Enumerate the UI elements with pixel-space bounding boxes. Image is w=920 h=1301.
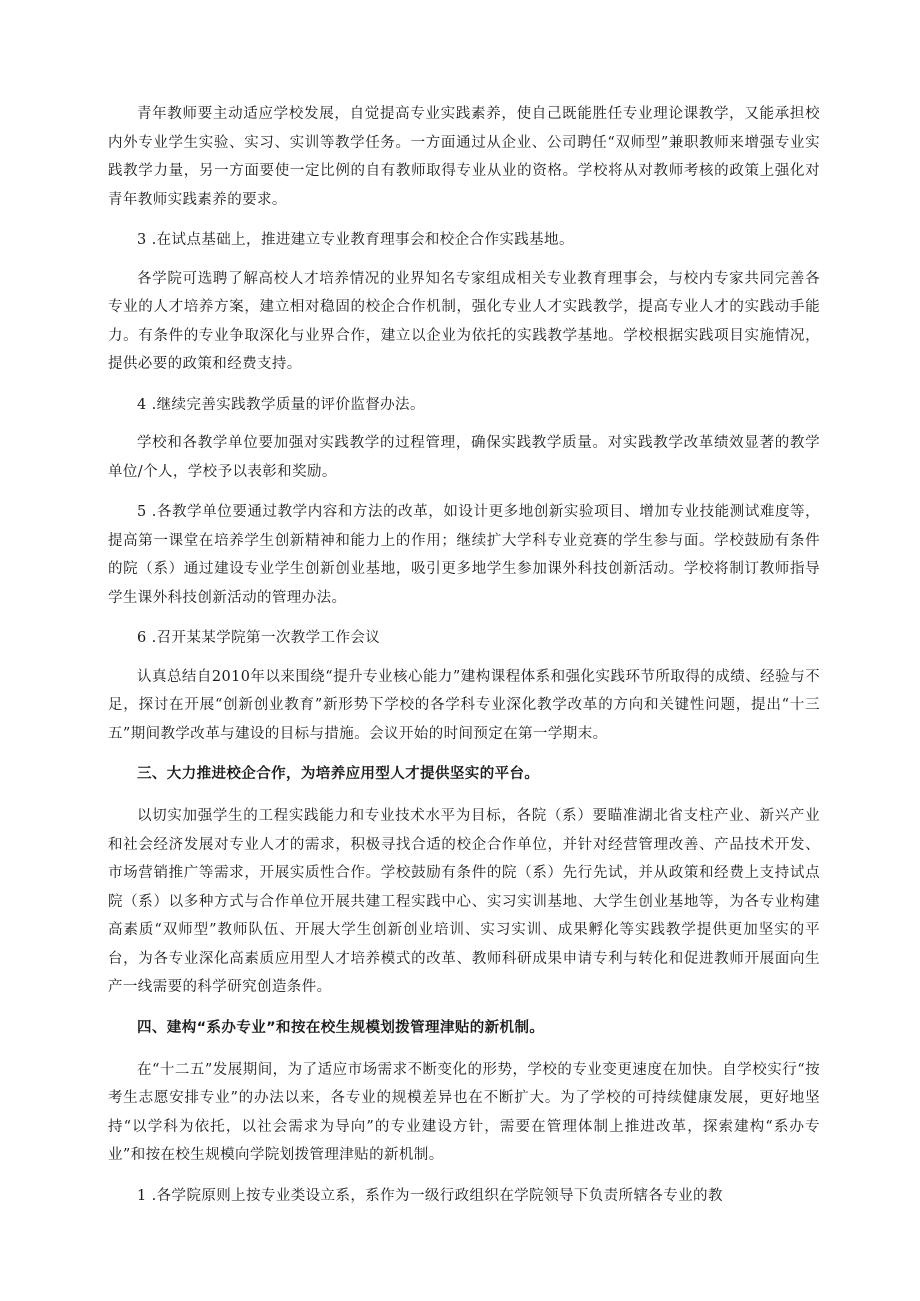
item-5-paragraph: 5 .各教学单位要通过教学内容和方法的改革，如设计更多地创新实验项目、增加专业技能测试难度等，提高第一课堂在培养学生创新精神和能力上的作用；继续扩大学科专业竞赛的学生参与面。学校鼓励有条件的院（系）通过建设专业学生创新创业基地，吸引更多地学生参加课外科技创新活动。学校将制订教师指导学生课外科技创新活动的管理办法。 bbox=[108, 504, 820, 606]
item-1-paragraph: 1 .各学院原则上按专业类设立系，系作为一级行政组织在学院领导下负责所辖各专业的教 bbox=[137, 1187, 723, 1204]
item-4-heading: 4 .继续完善实践教学质量的评价监督办法。 bbox=[137, 396, 425, 413]
item-3-heading: 3 .在试点基础上，推进建立专业教育理事会和校企合作实践基地。 bbox=[137, 232, 574, 248]
paragraph-quality-management: 学校和各教学单位要加强对实践教学的过程管理，确保实践教学质量。对实践教学改革绩效显著的教学单位/个人，学校予以表彰和奖励。 bbox=[108, 435, 820, 480]
paragraph-twelfth-five-year: 在“十二五”发展期间，为了适应市场需求不断变化的形势，学校的专业变更速度在加快。自学校实行“按考生志愿安排专业”的办法以来，各专业的规模差异也在不断扩大。为了学校的可持续健康发展，更好地坚持“以学科为依托，以社会需求为导向”的专业建设方针，需要在管理体制上推进改革，探索建构“系办专业”和按在校生规模向学院划拨管理津贴的新机制。 bbox=[108, 1061, 820, 1163]
paragraph-young-teachers: 青年教师要主动适应学校发展，自觉提高专业实践素养，使自己既能胜任专业理论课教学，又能承担校内外专业学生实验、实习、实训等教学任务。一方面通过从企业、公司聘任“双师型”兼职教师来增强专业实践教学力量，另一方面要使一定比例的自有教师取得专业从业的资格。学校将从对教师考核的政策上强化对青年教师实践素养的要求。 bbox=[108, 106, 820, 208]
paragraph-education-council: 各学院可选聘了解高校人才培养情况的业界知名专家组成相关专业教育理事会，与校内专家共同完善各专业的人才培养方案，建立相对稳固的校企合作机制，强化专业人才实践教学，提高专业人才的实践动手能力。有条件的专业争取深化与业界合作，建立以企业为依托的实践教学基地。学校根据实践项目实施情况，提供必要的政策和经费支持。 bbox=[108, 270, 820, 372]
item-6-heading: 6 .召开某某学院第一次教学工作会议 bbox=[137, 630, 381, 646]
section-3-heading: 三、大力推进校企合作，为培养应用型人才提供坚实的平台。 bbox=[137, 766, 540, 782]
paragraph-school-enterprise: 以切实加强学生的工程实践能力和专业技术水平为目标，各院（系）要瞄准湖北省支柱产业、新兴产业和社会经济发展对专业人才的需求，积极寻找合适的校企合作单位，并针对经营管理改善、产品技术开发、市场营销推广等需求，开展实质性合作。学校鼓励有条件的院（系）先行先试，并从政策和经费上支持试点院（系）以多种方式与合作单位开展共建工程实践中心、实习实训基地、大学生创业基地等，为各专业构建高素质“双师型”教师队伍、开展大学生创新创业培训、实习实训、成果孵化等实践教学提供更加坚实的平台，为各专业深化高素质应用型人才培养模式的改革、教师科研成果申请专利与转化和促进教师开展面向生产一线需要的科学研究创造条件。 bbox=[108, 808, 820, 995]
document-page bbox=[108, 100, 820, 1222]
section-4-heading: 四、建构“系办专业”和按在校生规模划拨管理津贴的新机制。 bbox=[137, 1019, 545, 1036]
paragraph-conference: 认真总结自2010年以来围绕“提升专业核心能力”建构课程体系和强化实践环节所取得的成绩、经验与不足，探讨在开展“创新创业教育”新形势下学校的各学科专业深化教学改革的方向和关键性问题，提出“十三五”期间教学改革与建设的目标与措施。会议开始的时间预定在第一学期末。 bbox=[108, 668, 820, 742]
